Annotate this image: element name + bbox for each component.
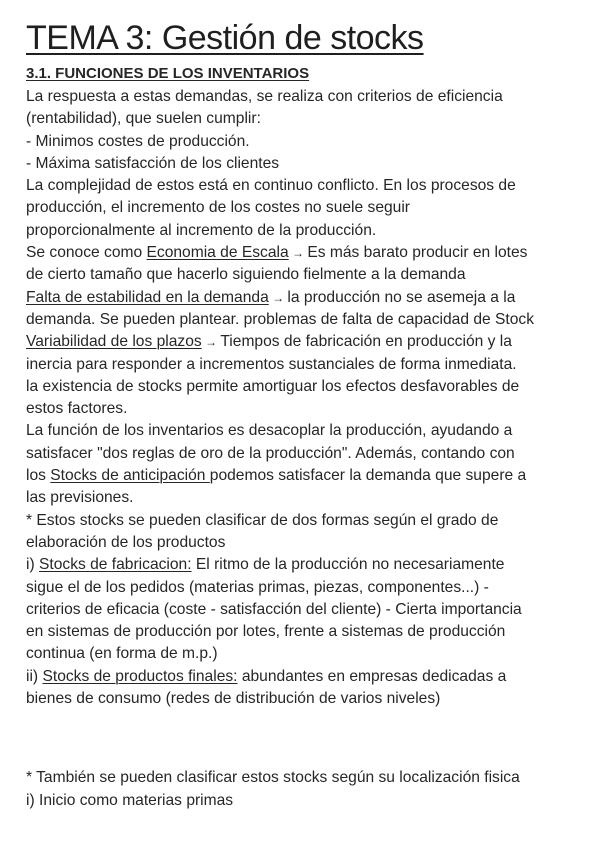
text-line: * También se pueden clasificar estos stocks según su localización fisica xyxy=(26,769,520,787)
underlined-term: Stocks de productos finales: xyxy=(42,667,238,685)
text-fragment: podemos satisfacer la demanda que supere a xyxy=(209,467,527,485)
text-line xyxy=(26,242,582,264)
text-line: estos factores. xyxy=(26,400,128,418)
text-line xyxy=(26,331,582,353)
text-line: La función de los inventarios es desacoplar la producción, ayudando a xyxy=(26,422,513,440)
text-fragment: la producción no se asemeja a la xyxy=(287,288,516,306)
text-line: * Estos stocks se pueden clasificar de dos formas según el grado de xyxy=(26,511,499,529)
text-line: de cierto tamaño que hacerlo siguiendo fielmente a la demanda xyxy=(26,266,466,284)
text-line: la existencia de stocks permite amortiguar los efectos desfavorables de xyxy=(26,377,520,395)
text-line: producción, el incremento de los costes no suele seguir xyxy=(26,199,410,217)
document-page xyxy=(26,18,582,812)
text-fragment: Se conoce como xyxy=(26,244,147,262)
section-heading: 3.1. FUNCIONES DE LOS INVENTARIOS xyxy=(26,65,310,82)
text-line: satisfacer "dos reglas de oro de la producción". Además, contando con xyxy=(26,444,515,462)
text-line: - Minimos costes de producción. xyxy=(26,132,250,150)
underlined-term: Stocks de anticipación xyxy=(50,467,210,485)
text-fragment: Es más barato producir en lotes xyxy=(307,244,528,262)
text-fragment: El ritmo de la producción no necesariamente xyxy=(191,556,505,574)
text-line: las previsiones. xyxy=(26,489,134,507)
text-line: i) Inicio como materias primas xyxy=(26,791,234,809)
text-line: inercia para responder a incrementos sustanciales de forma inmediata. xyxy=(26,355,517,373)
text-line: La complejidad de estos está en continuo conflicto. En los procesos de xyxy=(26,177,516,195)
text-line: proporcionalmente al incremento de la producción. xyxy=(26,221,377,239)
arrow-icon: → xyxy=(268,290,288,305)
arrow-icon: → xyxy=(288,246,308,261)
text-line: La respuesta a estas demandas, se realiza con criterios de eficiencia xyxy=(26,88,503,105)
text-line: - Máxima satisfacción de los clientes xyxy=(26,154,280,172)
text-line: continua (en forma de m.p.) xyxy=(26,645,218,663)
text-fragment: i) xyxy=(26,556,39,574)
text-line: en sistemas de producción por lotes, frente a sistemas de producción xyxy=(26,623,506,641)
underlined-term: Variabilidad de los plazos xyxy=(26,333,202,351)
text-line xyxy=(26,666,582,688)
page-title: TEMA 3: Gestión de stocks xyxy=(26,19,424,57)
text-fragment: ii) xyxy=(26,667,43,685)
text-line: bienes de consumo (redes de distribución de varios niveles) xyxy=(26,690,441,708)
text-fragment: abundantes en empresas dedicadas a xyxy=(237,667,507,685)
underlined-term: Economia de Escala xyxy=(146,244,289,262)
text-line: sigue el de los pedidos (materias primas, piezas, componentes...) - xyxy=(26,578,489,596)
underlined-term: Stocks de fabricacion: xyxy=(39,556,192,574)
text-line: criterios de eficacia (coste - satisfacción del cliente) - Cierta importancia xyxy=(26,600,522,618)
text-fragment: los xyxy=(26,467,51,485)
text-line: (rentabilidad), que suelen cumplir: xyxy=(26,110,261,128)
underlined-term: Falta de estabilidad en la demanda xyxy=(26,288,269,306)
blank-space xyxy=(26,710,582,767)
text-fragment: Tiempos de fabricación en producción y la xyxy=(220,333,512,351)
text-line: elaboración de los productos xyxy=(26,533,226,551)
text-line xyxy=(26,554,582,576)
arrow-icon: → xyxy=(201,335,221,350)
text-line xyxy=(26,287,582,309)
text-line: demanda. Se pueden plantear. problemas de falta de capacidad de Stock xyxy=(26,310,535,328)
text-line xyxy=(26,465,582,487)
